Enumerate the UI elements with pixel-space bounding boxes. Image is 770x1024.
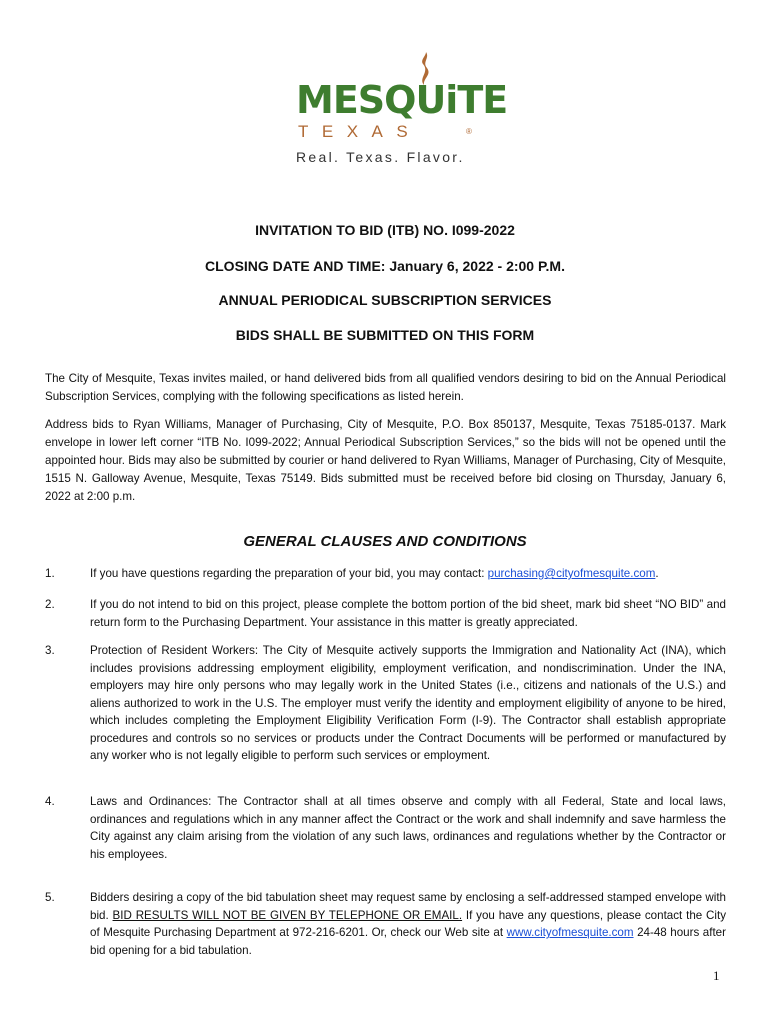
closing-date-heading: CLOSING DATE AND TIME: January 6, 2022 - 2:00 P.M. [205,258,565,274]
logo-tagline: Real. Texas. Flavor. [296,149,465,165]
website-link[interactable]: www.cityofmesquite.com [506,926,634,939]
clause-number: 1. [45,567,55,580]
service-heading: ANNUAL PERIODICAL SUBSCRIPTION SERVICES [218,292,552,308]
clause-5-text-c: 24-48 hours after bid opening for a bid tabulation. [90,926,726,957]
logo-wordmark: MESQUiTE [296,78,508,122]
clause-text: Protection of Resident Workers: The City of Mesquite actively supports the Immigration and Nationality Act (INA), which includes provisions addressing employment eligibility, employment verification, and nondiscrimination. Under the INA, employers may hire only persons who may legally work in the United States (i.e., citizens and nationals of the U.S.) and aliens authorized to work in the U.S. The employer must verify the identity and employment eligibility of anyone to be hired, which includes completing the Employment Eligibility Verification Form (I-9). The Contractor shall establish appropriate procedures and controls so no services or products under the Contract Documents will be performed or manufactured by any worker who is not legally eligible to perform such services or employment. [90,644,726,762]
mesquite-logo [296,52,508,170]
clause-number: 3. [45,644,55,657]
intro-invite-paragraph: The City of Mesquite, Texas invites mailed, or hand delivered bids from all qualified vendors desiring to bid on the Annual Periodical Subscription Services, complying with the following specifications as listed herein. [45,372,726,403]
registered-mark: ® [466,127,472,136]
intro-address-paragraph: Address bids to Ryan Williams, Manager of Purchasing, City of Mesquite, P.O. Box 850137, Mesquite, Texas 75185-0137. Mark envelope in lower left corner “ITB No. I099-2022; Annual Periodical Subscription Services,” so the bids will not be opened until the appointed hour. Bids may also be submitted by courier or hand delivered to Ryan Williams, Manager of Purchasing, City of Mesquite, 1515 N. Galloway Avenue, Mesquite, Texas 75149. Bids submitted must be received before bid closing on Thursday, January 6, 2022 at 2:00 p.m. [45,418,726,503]
bid-results-notice: BID RESULTS WILL NOT BE GIVEN BY TELEPHONE OR EMAIL. [112,908,463,922]
clause-1-text: If you have questions regarding the preparation of your bid, you may contact: [90,567,488,580]
clause-text: Laws and Ordinances: The Contractor shall at all times observe and comply with all Federal, State and local laws, ordinances and regulations which in any manner affect the Contract or the work and shall indemnify and save harmless the City against any claim arising from the violation of any such laws, ordinances and regulations whether by the Contractor or his employees. [90,795,726,861]
itb-number-heading: INVITATION TO BID (ITB) NO. I099-2022 [255,222,515,238]
logo-state: TEXAS [298,122,422,141]
submit-form-heading: BIDS SHALL BE SUBMITTED ON THIS FORM [235,327,535,343]
clause-text [90,565,726,583]
clause-text: If you do not intend to bid on this project, please complete the bottom portion of the bid sheet, mark bid sheet “NO BID” and return form to the Purchasing Department. Your assistance in this matter is greatly appreciated. [90,598,726,629]
clause-5-text-a: Bidders desiring a copy of the bid tabulation sheet may request same by enclosing a self-addressed stamped envelope with bid. [90,891,726,922]
clause-1-end: . [655,567,659,580]
clause-number: 2. [45,598,55,611]
purchasing-email-link[interactable]: purchasing@cityofmesquite.com [487,567,656,580]
section-title: GENERAL CLAUSES AND CONDITIONS [243,533,527,550]
clause-text [90,889,726,959]
clause-number: 5. [45,891,55,904]
page-number: 1 [713,968,720,983]
clause-5-text-b: If you have any questions, please contact the City of Mesquite Purchasing Department at 972-216-6201. Or, check our Web site at [90,908,727,939]
clause-number: 4. [45,795,55,808]
